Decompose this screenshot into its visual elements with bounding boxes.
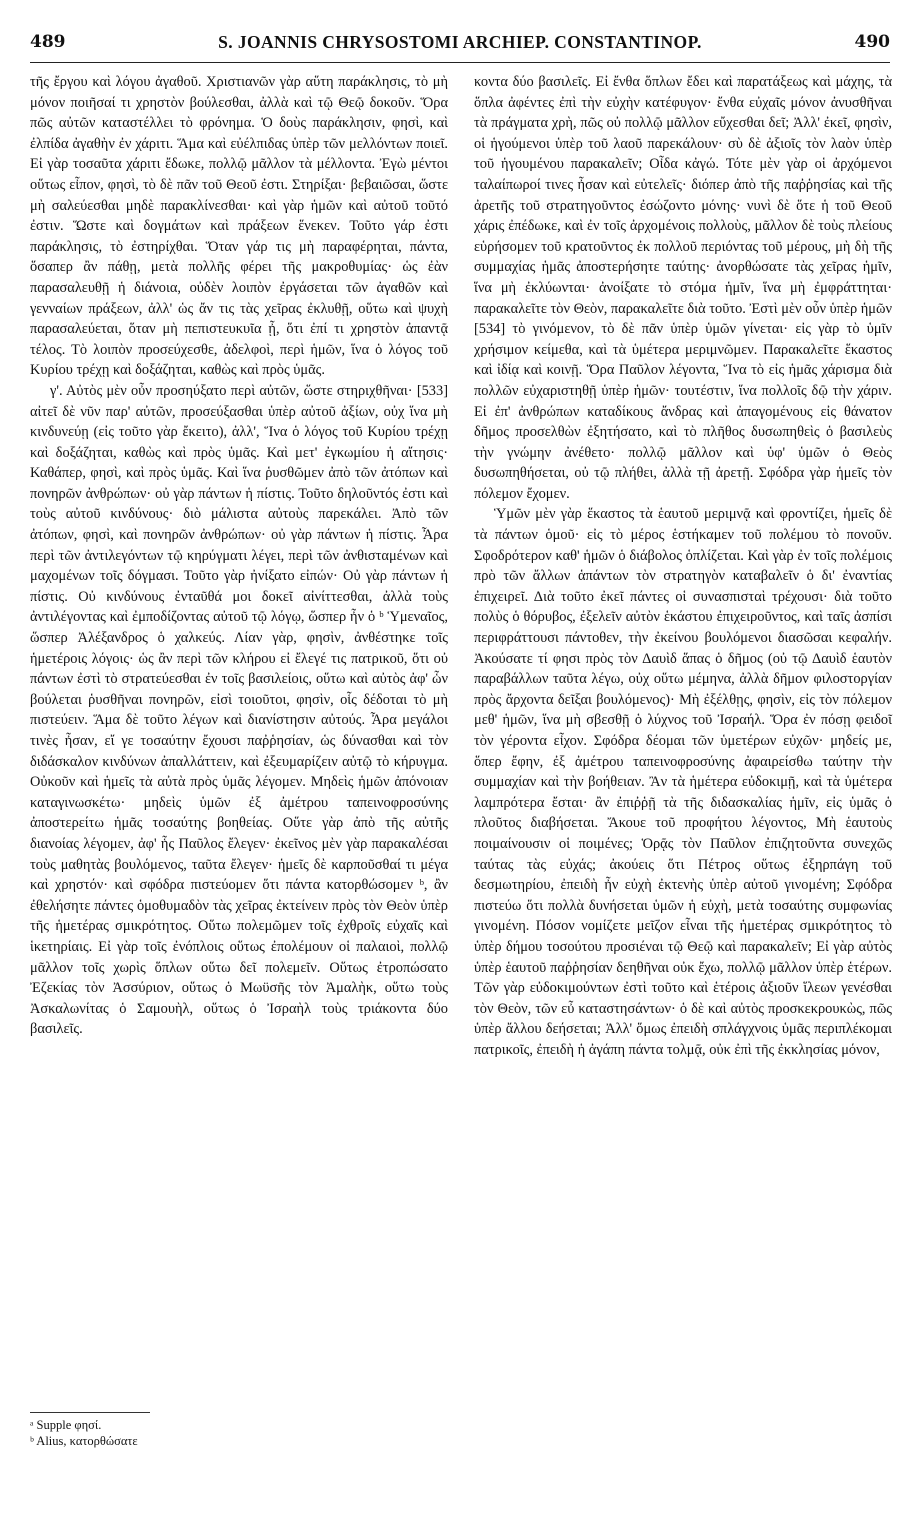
footnote-a: ᵃ Supple φησί. [30, 1418, 102, 1432]
left-column [30, 72, 448, 1040]
right-paragraph-2: Ὑμῶν μὲν γὰρ ἕκαστος τὰ ἑαυτοῦ μεριμνᾷ καὶ φροντίζει, ἡμεῖς δὲ τὰ πάντων ὁμοῦ· εἰς τὸ μέρος ἑστήκαμεν τοῦ πολέμου τὸ πονοῦν. Σφοδρότερον καθ' ἡμῶν ὁ διάβολος ὁπλίζεται. Καὶ γὰρ ἐν τοῖς πολέμοις πρὸ τῶν ἄλλων ἁπάντων τὸν στρατηγὸν καταβαλεῖν ὁ δι' ἐναντίας ἐπιχειρεῖ. Διὰ τοῦτο ἐκεῖ πάντες οἱ συνασπισταὶ τρέχουσι· διὰ τοῦτο πολὺς ὁ θόρυβος, ἐξελεῖν αὐτὸν ἑκάστου ἐπιχειροῦντος, καὶ ταῖς ἀσπίσι περιφράττουσι πάντοθεν, τὴν ἐκείνου βουλόμενοι διασῶσαι κεφαλήν. Ἀκούσατε τί φησι πρὸς τὸν Δαυὶδ ἅπας ὁ δῆμος (οὐ τῷ Δαυὶδ ἑαυτὸν παραβάλλων ταῦτα λέγω, οὐχ οὕτω μέμηνα, ἀλλὰ δῆμον φιλοστοργίαν πρὸς ἄρχοντα δεῖξαι βουλόμενος)· Μὴ ἐξέλθῃς, φησὶν, εἰς τὸν πόλεμον μεθ' ἡμῶν, ἵνα μὴ σβεσθῇ ὁ λύχνος τοῦ Ἰσραήλ. Ὅρα ἐν πόσῃ φειδοῖ τὸν γέροντα εἶχον. Σφόδρα δέομαι τῶν ὑμετέρων εὐχῶν· μηδείς με, ὅπερ ἔφην, ἐξ ἀμέτρου ταπεινοφροσύνης ἀφαιρείσθω ταύτην τὴν συμμαχίαν καὶ τὴν βοήθειαν. Ἂν τὰ ἡμέτερα εὐδοκιμῇ, καὶ τὰ ὑμέτερα λαμπρότερα ἔσται· ἂν ἐπιῤῥῇ τὰ τῆς διδασκαλίας ἡμῖν, εἰς ὑμᾶς ὁ πλοῦτος διαβήσεται. Ἄκουε τοῦ προφήτου λέγοντος, Μὴ ἑαυτοὺς ποιμαίνουσιν οἱ ποιμένες; Ὁρᾷς τὸν Παῦλον ἐπιζητοῦντα συνεχῶς ταύτας τὰς εὐχάς; ἀκούεις ὅτι Πέτρος οὕτως ἐξηρπάγη τοῦ δεσμωτηρίου, ἐπειδὴ ἦν εὐχὴ ἐκτενὴς ὑπὲρ αὐτοῦ γινομένη; Σφόδρα πιστεύω ὅτι πολλὰ δυνήσεται ὑμῶν ἡ εὐχὴ, μετὰ τοσαύτης συμφωνίας γινομένη. Πόσον νομίζετε μεῖζον εἶναι τῆς ἡμετέρας σμικρότητος τὸ ὑπὲρ δήμου τοσούτου προσιέναι τῷ Θεῷ καὶ παρακαλεῖν; Εἰ γὰρ αὐτὸς ὑπὲρ ἑαυτοῦ παῤῥησίαν δεηθῆναι οὐκ ἔχω, πολλῷ μᾶλλον ὑπὲρ ἑτέρων. Τῶν γὰρ εὐδοκιμούντων ἐστὶ τοῦτο καὶ ἑτέροις ἀξιοῦν ἵλεων γενέσθαι τὸν Θεὸν, τῶν εὖ καταστησάντων· ὁ δὲ καὶ αὐτὸς προσκεκρουκὼς, πῶς ὑπὲρ ἄλλου δεήσεται; Ἀλλ' ὅμως ἐπειδὴ σπλάγχνοις ὑμᾶς περιπλέκομαι πατρικοῖς, ἐπειδὴ ἡ ἀγάπη πάντα τολμᾷ, οὐκ ἐπὶ τῆς ἐκκλησίας μόνον, [474, 506, 892, 1058]
footnote-b: ᵇ Alius, κατορθώσατε [30, 1434, 138, 1448]
left-paragraph-1: τῆς ἔργου καὶ λόγου ἀγαθοῦ. Χριστιανῶν γὰρ αὕτη παράκλησις, τὸ μὴ μόνον ποιῆσαί τι χρηστὸν βούλεσθαι, ἀλλὰ καὶ τῷ Θεῷ δοκοῦν. Ὅρα πῶς αὐτῶν καταστέλλει τὸ φρόνημα. Ὁ δοὺς παράκλησιν, φησὶ, καὶ ἐλπίδα ἀγαθὴν ἐν χάριτι. Ἅμα καὶ εὐέλπιδας ὑπὲρ τῶν μελλόντων ποιεῖ. Εἰ γὰρ τοσαῦτα χάριτι ἔδωκε, πολλῷ μᾶλλον τὰ μέλλοντα. Ἐγὼ μέντοι οὕτως εἶπον, φησὶ, τὸ δὲ πᾶν τοῦ Θεοῦ ἐστι. Στηρίξαι· βεβαιῶσαι, ὥστε μὴ σαλεύεσθαι μηδὲ παρακλίνεσθαι· καὶ γὰρ ἡμῶν καὶ αὐτοῦ τοῦτό ἐστιν. Ὥστε καὶ δογμάτων καὶ πράξεων ἕνεκεν. Τοῦτο γάρ ἐστι παράκλησις, τὸ ἐστηρίχθαι. Ὅταν γάρ τις μὴ παραφέρηται, πάντα, ὅσαπερ ἂν πάθῃ, μετὰ πολλῆς φέρει τῆς μακροθυμίας· ὡς ἐὰν παρασαλευθῇ ἡ διάνοια, οὐδὲν λοιπὸν ἐργάσεται τῶν ἀγαθῶν καὶ γενναίων πράξεων, ἀλλ' ὡς ἄν τις τὰς χεῖρας ἐκλυθῇ, οὕτω καὶ ψυχὴ παρασαλεύεται, ὅταν μὴ πεπιστευκυῖα ᾖ, ὅτι ἐπί τι χρηστὸν ἀπαντᾷ τέλος. Τὸ λοιπὸν προσεύχεσθε, ἀδελφοὶ, περὶ ἡμῶν, ἵνα ὁ λόγος τοῦ Κυρίου τρέχῃ καὶ δοξάζηται, καθὼς καὶ πρὸς ὑμᾶς. [30, 74, 448, 379]
page-number-left: 489 [30, 32, 66, 52]
right-paragraph-1: κοντα δύο βασιλεῖς. Εἰ ἔνθα ὅπλων ἔδει καὶ παρατάξεως καὶ μάχης, τὰ ὅπλα ἀφέντες ἐπὶ τὴν εὐχὴν κατέφυγον· ἔνθα εὐχαῖς μόνον ἀνυσθῆναι τὰ πράγματα χρὴ, πῶς οὐ πολλῷ μᾶλλον εὔχεσθαι δεῖ; Ἀλλ' ἐκεῖ, φησὶν, οἱ ἡγούμενοι ὑπὲρ τοῦ λαοῦ παρεκάλουν· σὺ δὲ ἀξιοῖς τὸν λαὸν ὑπὲρ τοῦ ἡγουμένου παρακαλεῖν; Οἶδα κἀγώ. Τότε μὲν γὰρ οἱ ἀρχόμενοι ταλαίπωροί τινες ἦσαν καὶ εὐτελεῖς· διόπερ ἀπὸ τῆς παῤῥησίας καὶ τῆς ἀρετῆς τοῦ στρατηγοῦντος ἐσώζοντο μόνης· νυνὶ δὲ ὅτε ἡ τοῦ Θεοῦ χάρις ἐπέδωκε, καὶ ἐν τοῖς ἀρχομένοις πολλοὺς, μᾶλλον δὲ τοὺς πλείους εὑρήσομεν τοῦ κρατοῦντος ἐκ πολλοῦ περιόντας τοῦ μέρους, μὴ δὴ τῆς συμμαχίας ἡμᾶς ἀποστερήσητε ταύτης· ἀνορθώσατε τὰς χεῖρας ἡμῖν, ἵνα μὴ ἐκλύωνται· ἀνοίξατε τὸ στόμα ἡμῖν, ἵνα μὴ ἐμφράττηται· παρακαλεῖτε τὸν Θεὸν, παρακαλεῖτε διὰ τοῦτο. Ἐστὶ μὲν οὖν ὑπὲρ ἡμῶν [534] τὸ γινόμενον, τὸ δὲ πᾶν ὑπὲρ ὑμῶν γίνεται· εἰς γὰρ τὸ ὑμῖν χρήσιμον κείμεθα, καὶ τὰ ὑμέτερα μεριμνῶμεν. Παρακαλεῖτε ἕκαστος καὶ ἰδίᾳ καὶ κοινῇ. Ὅρα Παῦλον λέγοντα, Ἵνα τὸ εἰς ἡμᾶς χάρισμα διὰ πολλῶν εὐχαριστηθῇ ὑπὲρ ἡμῶν· τουτέστιν, ἵνα πολλοῖς δῷ τὴν χάριν. Εἰ ἐπ' ἀνθρώπων καταδίκους ἄνδρας καὶ ἀπαγομένους εἰς θάνατον δῆμος προσελθὼν ἐξητήσατο, καὶ τὸ πλῆθος δυσωπηθεὶς ὁ βασιλεὺς τὴν γνώμην ἀνέθετο· πολλῷ μᾶλλον καὶ ὑφ' ὑμῶν ὁ Θεὸς δυσωπηθήσεται, οὐ τῷ πλήθει, ἀλλὰ τῇ ἀρετῇ. Σφόδρα γὰρ ἡμεῖς τὸν πόλεμον ἔχομεν. [474, 74, 892, 502]
left-paragraph-2: γ'. Αὐτὸς μὲν οὖν προσηύξατο περὶ αὐτῶν, ὥστε στηριχθῆναι· [533] αἰτεῖ δὲ νῦν παρ' αὐτῶν, προσεύξασθαι ὑπὲρ αὐτοῦ ἀξίων, οὐχ ἵνα μὴ κινδυνεύῃ (εἰς τοῦτο γὰρ ἔκειτο), ἀλλ', Ἵνα ὁ λόγος τοῦ Κυρίου τρέχῃ καὶ δοξάζηται, καθὼς καὶ πρὸς ὑμᾶς. Καὶ μετ' ἐγκωμίου ἡ αἴτησις· Καθάπερ, φησὶ, καὶ πρὸς ὑμᾶς. Καὶ ἵνα ῥυσθῶμεν ἀπὸ τῶν ἀτόπων καὶ πονηρῶν ἀνθρώπων· οὐ γὰρ πάντων ἡ πίστις. Τοῦτο δηλοῦντός ἐστι καὶ τοὺς αὐτοῦ κινδύνους· διὸ μάλιστα αὐτοὺς παρεκάλει. Ἀπὸ τῶν ἀτόπων, φησὶ, καὶ πονηρῶν ἀνθρώπων· οὐ γὰρ πάντων ἡ πίστις. Ἆρα περὶ τῶν ἀντιλεγόντων τῷ κηρύγματι λέγει, περὶ τῶν ἀνθισταμένων καὶ μαχομένων τοῖς δόγμασι. Τοῦτο γὰρ ἠνίξατο εἰπών· Οὐ γὰρ πάντων ἡ πίστις. Οὐ κινδύνους ἐνταῦθά μοι δοκεῖ αἰνίττεσθαι, ἀλλὰ τοὺς ἀντιλέγοντας καὶ ἐμποδίζοντας αὐτοῦ τῷ λόγῳ, ὥσπερ ἦν ὁ ᵇ Ὑμεναῖος, ὥσπερ Ἀλέξανδρος ὁ χαλκεύς. Λίαν γὰρ, φησὶν, ἀνθέστηκε τοῖς ἡμετέροις λόγοις· ὡς ἂν περὶ τῶν κλήρου εἰ ἔλεγέ τις πατρικοῦ, ὅτι οὐ πάντων ἐστὶ τὸ στρατεύεσθαι ἐν τοῖς βασιλείοις, οὕτω καὶ αὐτὸς ἀφ' ὧν βούλεται ῥυσθῆναι πονηρῶν, εἰσὶ τοιοῦτοι, φησὶν, οἷς δέδοται τὸ μὴ πιστεύειν. Ἅμα δὲ τοῦτο λέγων καὶ διανίστησιν αὐτούς. Ἆρα μεγάλοι τινὲς ἦσαν, εἴ γε τοσαύτην ἔχουσι παῤῥησίαν, ὡς δύνασθαι καὶ τὸν διδάσκαλον κινδύνων ἀπαλλάττειν, καὶ ἐξευμαρίζειν αὐτῷ τὸ κήρυγμα. Οὐκοῦν καὶ ἡμεῖς τὰ αὐτὰ πρὸς ὑμᾶς λέγομεν. Μηδεὶς ἡμῶν ἀπόνοιαν καταγινωσκέτω· μηδεὶς ὑμῶν ἐξ ἀμέτρου ταπεινοφροσύνης ἀποστερείτω ἡμᾶς τοσαύτης βοηθείας. Οὕτε γὰρ ἀπὸ τῆς αὐτῆς διανοίας λέγομεν, ἀφ' ἧς Παῦλος ἔλεγεν· ἐκεῖνος μὲν γὰρ παρακαλέσαι τοὺς μαθητὰς βουλόμενος, ταῦτα ἔλεγεν· ἡμεῖς δὲ καρποῦσθαί τι μέγα καὶ χρηστόν· καὶ σφόδρα πιστεύομεν ὅτι πάντα κατορθώσομεν ᵇ, ἂν ἐθελήσητε πάντες ὁμοθυμαδὸν τὰς χεῖρας ἐκτείνειν πρὸς τὸν Θεὸν ὑπὲρ τῆς ἡμετέρας σμικρότητος. Οὕτω πολεμῶμεν τοῖς ἐχθροῖς εὐχαῖς καὶ ἱκετηρίαις. Εἰ γὰρ τοῖς ἐνόπλοις οὕτως ἐπολέμουν οἱ παλαιοὶ, πολλῷ μᾶλλον τοῖς χωρὶς ὅπλων οὕτω δεῖ πολεμεῖν. Οὕτως ἐτροπώσατο Ἐζεκίας τὸν Ἀσσύριον, οὕτως ὁ Μωϋσῆς τὸν Ἀμαλὴκ, οὕτω τοὺς Ἀσκαλωνίτας ὁ Σαμουὴλ, οὕτως ὁ Ἰσραὴλ τοὺς τριάκοντα δύο βασιλεῖς. [30, 382, 448, 1038]
footnote-rule [30, 1412, 150, 1413]
running-header [30, 32, 890, 63]
footnotes [30, 1412, 448, 1449]
running-title: S. JOANNIS CHRYSOSTOMI ARCHIEP. CONSTANTINOP. [218, 32, 702, 52]
page-number-right: 490 [854, 32, 890, 52]
right-column [474, 72, 892, 1061]
